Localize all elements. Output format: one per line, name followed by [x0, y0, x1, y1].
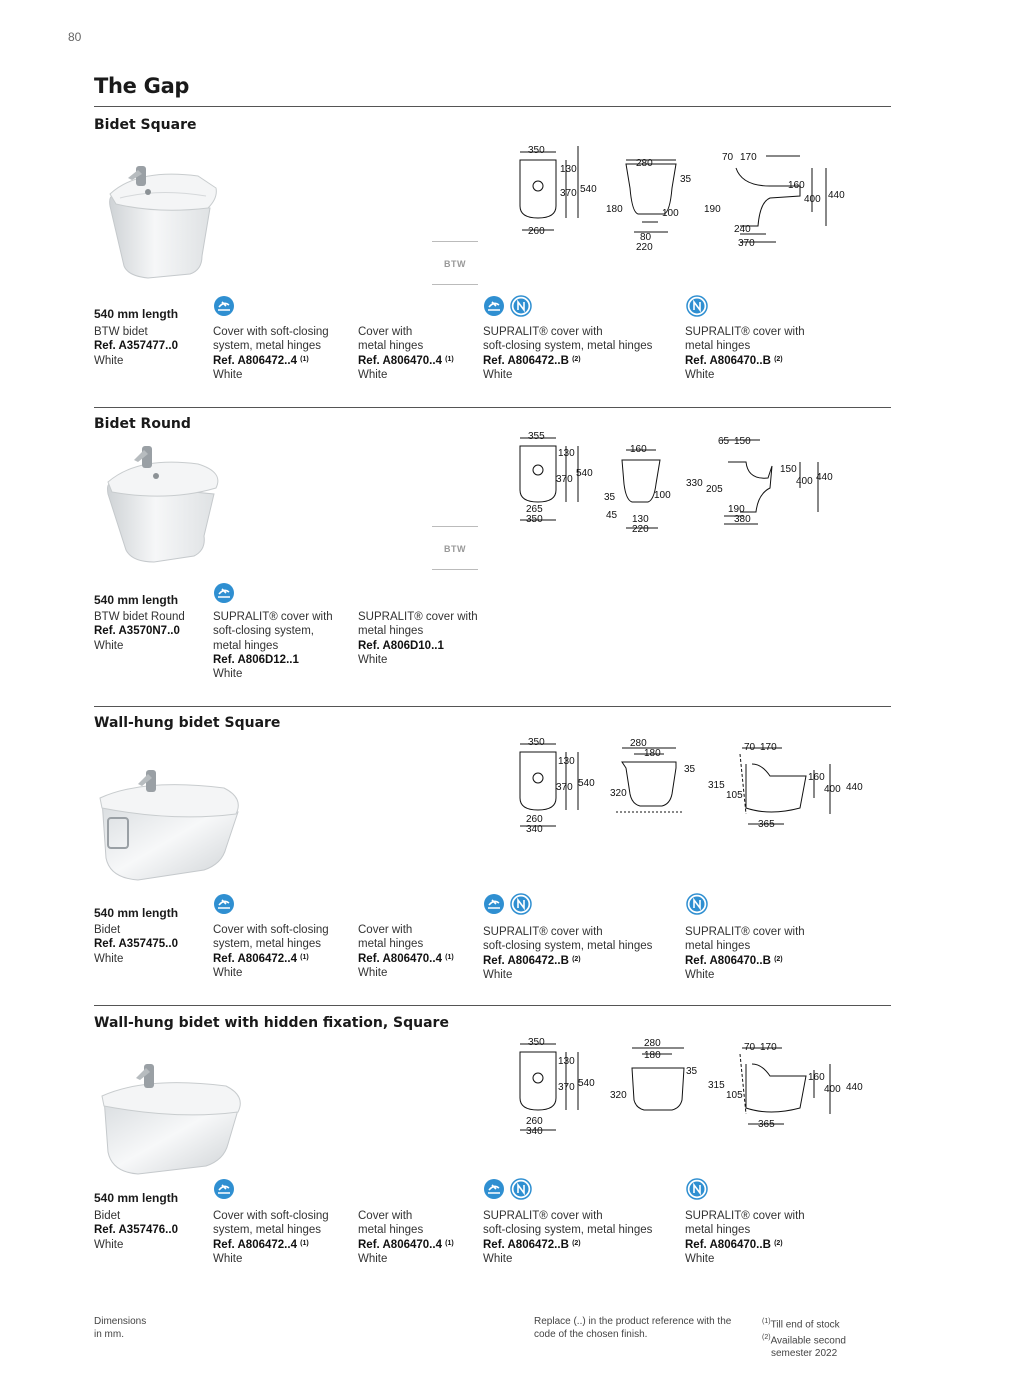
dim-70: 70 [722, 152, 734, 163]
cover-option: SUPRALIT® cover with soft-closing system, metal hinges Ref. A806472..B $^{(2)}$ White [483, 326, 653, 381]
length-label: 540 mm length [94, 593, 179, 607]
dim-280: 280 [644, 1038, 661, 1049]
cover-option: SUPRALIT® cover with metal hinges Ref. A806470..B $^{(2)}$ White [685, 326, 805, 381]
cover-option: Cover with metal hinges Ref. A806470..4 $^{(1)}$ White [358, 326, 454, 381]
product-name: Bidet [94, 1210, 121, 1222]
dim-220: 220 [632, 524, 649, 535]
supralit-n-icon [686, 295, 708, 317]
dim-365: 365 [758, 819, 775, 830]
dim-440: 440 [846, 1082, 863, 1093]
soft-close-icon [213, 295, 235, 317]
supralit-n-icon [686, 893, 708, 915]
dim-320: 320 [610, 1090, 627, 1101]
dim-370: 370 [556, 782, 573, 793]
dim-105: 105 [726, 790, 743, 801]
product-name: BTW bidet [94, 326, 148, 338]
dim-35: 35 [684, 764, 696, 775]
product-ref: Ref. A357475..0 [94, 938, 178, 951]
dim-400: 400 [796, 476, 813, 487]
dim-320: 320 [610, 788, 627, 799]
dim-45: 45 [606, 510, 618, 521]
section-divider [94, 1005, 891, 1006]
dim-370: 370 [556, 474, 573, 485]
dim-330: 330 [686, 478, 703, 489]
dim-105: 105 [726, 1090, 743, 1101]
dim-355: 355 [528, 431, 545, 442]
dim-315: 315 [708, 1080, 725, 1091]
dim-280: 280 [636, 158, 653, 169]
section-divider [94, 407, 891, 408]
dim-150b: 150 [780, 464, 797, 475]
product-ref: Ref. A357477..0 [94, 340, 178, 353]
btw-label: BTW [432, 526, 478, 570]
dim-160: 160 [788, 180, 805, 191]
soft-close-icon [483, 295, 505, 317]
dim-130: 130 [560, 164, 577, 175]
dim-100: 100 [662, 208, 679, 219]
dim-260: 260 [526, 814, 543, 825]
dim-260: 260 [528, 226, 545, 237]
bidet-round-photo [98, 432, 248, 572]
dim-400: 400 [824, 1084, 841, 1095]
title-divider [94, 106, 891, 107]
btw-label: BTW [432, 241, 478, 285]
dim-220: 220 [636, 242, 653, 252]
dim-190: 190 [704, 204, 721, 215]
cover-option: Cover with metal hinges Ref. A806470..4 $^{(1)}$ White [358, 924, 454, 979]
dim-160: 160 [808, 772, 825, 783]
soft-close-icon [213, 1178, 235, 1200]
supralit-n-icon [686, 1178, 708, 1200]
dim-370b: 370 [738, 238, 755, 249]
supralit-n-icon [510, 295, 532, 317]
soft-close-icon [483, 893, 505, 915]
dim-160: 160 [630, 444, 647, 455]
product-wall-hung-hidden [94, 1209, 209, 1252]
wall-hung-square-dimension-drawings [508, 734, 868, 844]
dim-440: 440 [828, 190, 845, 201]
dim-350: 350 [528, 737, 545, 748]
wall-hung-square-photo [94, 752, 244, 892]
footer-replace-note: Replace (..) in the product reference with the code of the chosen finish. [534, 1316, 732, 1340]
soft-close-icon [483, 1178, 505, 1200]
dim-440: 440 [846, 782, 863, 793]
cover-option: SUPRALIT® cover with soft-closing system, metal hinges Ref. A806D12..1 White [213, 611, 333, 681]
footer-footnotes: $^{(1)}$Till end of stock $^{(2)}$Available second semester 2022 [762, 1318, 846, 1359]
dim-70: 70 [744, 742, 756, 753]
supralit-n-icon [510, 1178, 532, 1200]
dim-280: 280 [630, 738, 647, 749]
dim-260: 260 [526, 1116, 543, 1127]
length-label: 540 mm length [94, 307, 179, 321]
dim-350: 350 [528, 145, 545, 156]
dim-440: 440 [816, 472, 833, 483]
dim-180: 180 [644, 748, 661, 759]
product-bidet-square [94, 325, 209, 368]
dim-80: 80 [640, 232, 652, 243]
page-title: The Gap [94, 74, 190, 98]
section-title-wall-hung-hidden: Wall-hung bidet with hidden fixation, Square [94, 1015, 449, 1031]
wall-hung-hidden-dimension-drawings [508, 1034, 868, 1144]
dim-540: 540 [576, 468, 593, 479]
cover-option: SUPRALIT® cover with metal hinges Ref. A806470..B $^{(2)}$ White [685, 1210, 805, 1265]
soft-close-icon [213, 893, 235, 915]
dim-365: 365 [758, 1119, 775, 1130]
bidet-square-dimension-drawings [508, 142, 868, 252]
section-title-bidet-round: Bidet Round [94, 416, 191, 432]
dim-265: 265 [526, 504, 543, 515]
footer-dimensions-note: Dimensions in mm. [94, 1316, 147, 1340]
product-name: Bidet [94, 924, 121, 936]
dim-170: 170 [740, 152, 757, 163]
dim-70: 70 [744, 1042, 756, 1053]
dim-240: 240 [734, 224, 751, 235]
dim-35: 35 [604, 492, 616, 503]
length-label: 540 mm length [94, 906, 179, 920]
dim-190: 190 [728, 504, 745, 515]
product-bidet-round [94, 610, 209, 653]
product-ref: Ref. A357476..0 [94, 1224, 178, 1237]
dim-170: 170 [760, 1042, 777, 1053]
dim-35: 35 [686, 1066, 698, 1077]
product-color: White [94, 1238, 124, 1251]
cover-option: Cover with soft-closing system, metal hinges Ref. A806472..4 $^{(1)}$ White [213, 924, 329, 979]
dim-130b: 130 [632, 514, 649, 525]
dim-35: 35 [680, 174, 692, 185]
bidet-round-dimension-drawings [508, 428, 868, 538]
dim-380: 380 [734, 514, 751, 525]
product-ref: Ref. A3570N7..0 [94, 625, 180, 638]
dim-180: 180 [606, 204, 623, 215]
page-number: 80 [68, 30, 82, 44]
dim-160: 160 [808, 1072, 825, 1083]
dim-100: 100 [654, 490, 671, 501]
dim-540: 540 [580, 184, 597, 195]
cover-option: Cover with metal hinges Ref. A806470..4 $^{(1)}$ White [358, 1210, 454, 1265]
cover-option: SUPRALIT® cover with soft-closing system, metal hinges Ref. A806472..B $^{(2)}$ White [483, 926, 653, 981]
dim-540: 540 [578, 778, 595, 789]
cover-option: Cover with soft-closing system, metal hinges Ref. A806472..4 $^{(1)}$ White [213, 1210, 329, 1265]
cover-option: SUPRALIT® cover with metal hinges Ref. A806D10..1 White [358, 611, 478, 666]
dim-130: 130 [558, 1056, 575, 1067]
product-color: White [94, 639, 124, 652]
dim-65: 65 [718, 436, 730, 447]
dim-170: 170 [760, 742, 777, 753]
cover-option: SUPRALIT® cover with soft-closing system, metal hinges Ref. A806472..B $^{(2)}$ White [483, 1210, 653, 1265]
section-divider [94, 706, 891, 707]
dim-350: 350 [526, 514, 543, 525]
soft-close-icon [213, 582, 235, 604]
wall-hung-hidden-photo [98, 1048, 248, 1188]
supralit-n-icon [510, 893, 532, 915]
dim-180: 180 [644, 1050, 661, 1061]
product-color: White [94, 952, 124, 965]
product-name: BTW bidet Round [94, 611, 185, 623]
dim-340: 340 [526, 824, 543, 835]
dim-370: 370 [560, 188, 577, 199]
dim-150: 150 [734, 436, 751, 447]
dim-370: 370 [558, 1082, 575, 1093]
product-color: White [94, 354, 124, 367]
dim-130: 130 [558, 448, 575, 459]
cover-option: Cover with soft-closing system, metal hinges Ref. A806472..4 $^{(1)}$ White [213, 326, 329, 381]
cover-option: SUPRALIT® cover with metal hinges Ref. A806470..B $^{(2)}$ White [685, 926, 805, 981]
dim-205: 205 [706, 484, 723, 495]
dim-350: 350 [528, 1037, 545, 1048]
product-wall-hung-square [94, 923, 209, 966]
dim-540: 540 [578, 1078, 595, 1089]
dim-340: 340 [526, 1126, 543, 1137]
dim-315: 315 [708, 780, 725, 791]
section-title-bidet-square: Bidet Square [94, 117, 197, 133]
length-label: 540 mm length [94, 1191, 179, 1205]
section-title-wall-hung-square: Wall-hung bidet Square [94, 715, 281, 731]
bidet-square-photo [98, 148, 248, 288]
dim-130: 130 [558, 756, 575, 767]
dim-400: 400 [804, 194, 821, 205]
dim-400: 400 [824, 784, 841, 795]
